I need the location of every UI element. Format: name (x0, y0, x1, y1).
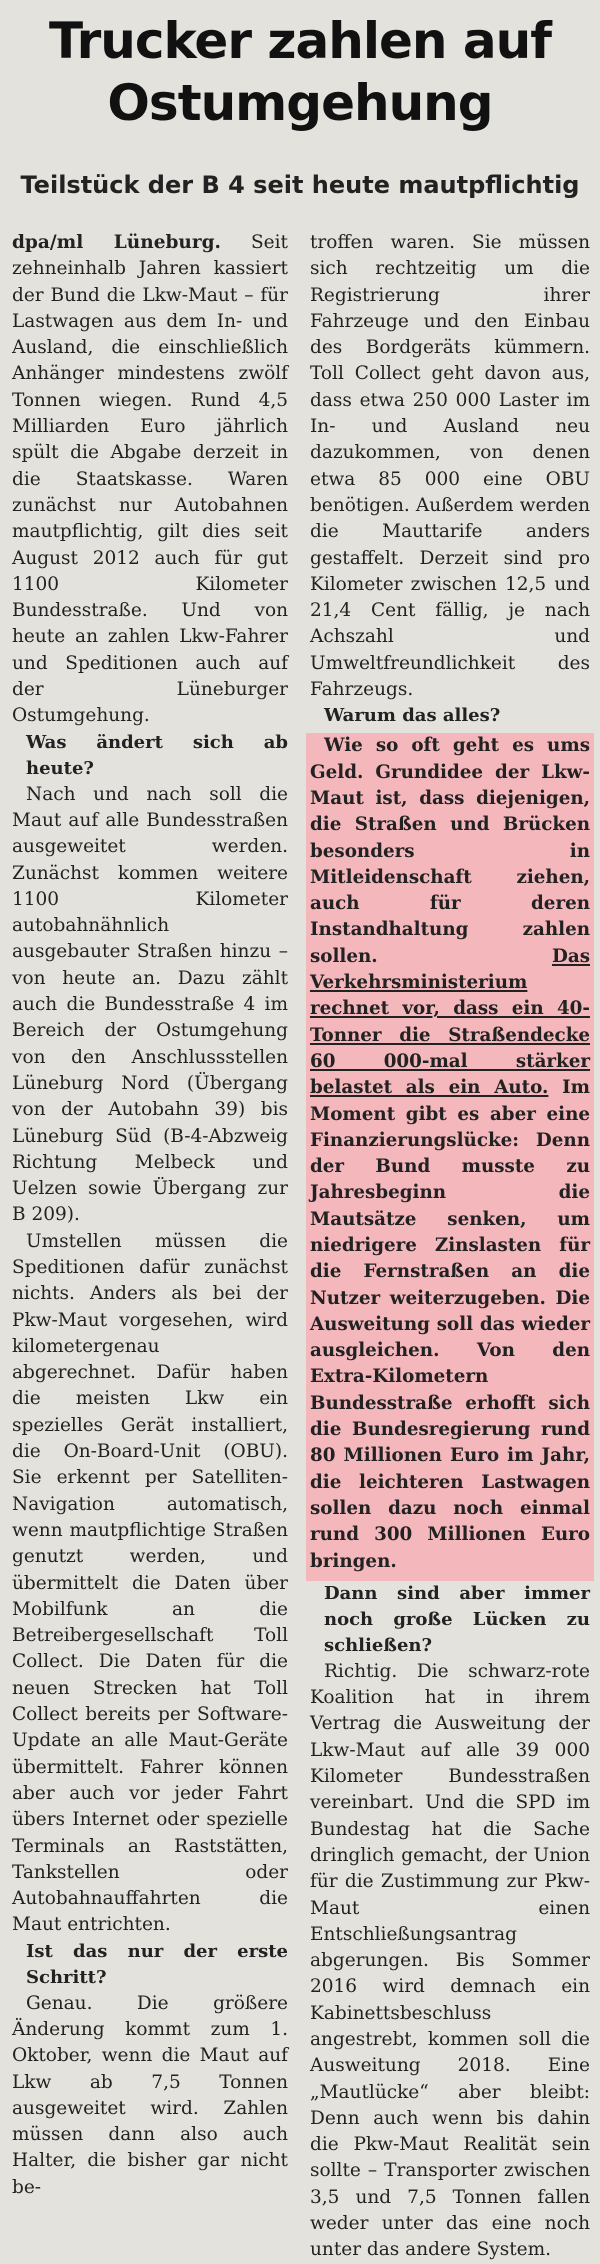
intro-text: Seit zehneinhalb Jahren kassiert der Bund die Lkw-Maut – für Lastwagen aus dem In- und Ausland, die einschließlich Anhänger mindestens zwölf Tonnen wiegen. Rund 4,5 Milliarden Euro jährlich spült die Abgabe derzeit in die Staatskasse. Waren zunächst nur Autobahnen mautpflichtig, gilt dies seit August 2012 auch für gut 1100 Kilometer Bundesstraße. Und von heute an zahlen Lkw-Fahrer und Speditionen auch auf der Lüneburger Ostumgehung. (12, 232, 288, 727)
headline: Trucker zahlen auf Ostumgehung (49, 12, 551, 132)
underlined-sentence: Das Verkehrsministerium rechnet vor, dass ein 40-Tonner die Straßendecke 60 000-mal stärker belastet als ein Auto. (310, 945, 590, 1099)
column-left (12, 230, 288, 2201)
paragraph: Umstellen müssen die Speditionen dafür zunächst nichts. Anders als bei der Pkw-Maut vorgesehen, wird kilometergenau abgerechnet. Dafür haben die meisten Lkw ein spezielles Gerät installiert, die On-Board-Unit (OBU). Sie erkennt per Satelliten-Navigation automatisch, wenn mautpflichtige Straßen genutzt werden, und übermittelt die Daten über Mobilfunk an die Betreibergesellschaft Toll Collect. Die Daten für die neuen Strecken hat Toll Collect bereits per Software-Update an alle Maut-Geräte übermittelt. Fahrer können aber auch vor jeder Fahrt übers Internet oder spezielle Terminals an Raststätten, Tankstellen oder Autobahnauffahrten die Maut entrichten. (12, 1230, 288, 1936)
question-heading-3: Warum das alles? (324, 705, 501, 727)
highlight-text-b: Im Moment gibt es aber eine Finanzierungslücke: Denn der Bund musste zu Jahresbeginn die Mautsätze senken, um niedrigere Zinslasten für die Fernstraßen an die Nutzer weiterzugeben. Die Ausweitung soll das wieder ausgleichen. Von den Extra-Kilometern Bundesstraße erhofft sich die Bundesregierung rund 80 Millionen Euro im Jahr, die leichteren Lastwagen sollen dazu noch einmal rund 300 Millionen Euro bringen. (310, 1077, 590, 1572)
highlight-text-a: Wie so oft geht es ums Geld. Grundidee der Lkw-Maut ist, dass diejenigen, die Straßen und Brücken besonders in Mitleidenschaft ziehen, auch für deren Instandhaltung zahlen sollen. (310, 735, 590, 967)
highlighted-passage (306, 733, 594, 1581)
paragraph: troffen waren. Sie müssen sich rechtzeitig um die Registrierung ihrer Fahrzeuge und den Einbau des Bordgeräts kümmern. Toll Collect geht davon aus, dass etwa 250 000 Laster im In- und Ausland neu dazukommen, von denen etwa 85 000 eine OBU benötigen. Außerdem werden die Mauttarife anders gestaffelt. Derzeit sind pro Kilometer zwischen 12,5 und 21,4 Cent fällig, je nach Achszahl und Umweltfreundlichkeit des Fahrzeugs. (310, 232, 590, 701)
paragraph: Nach und nach soll die Maut auf alle Bundesstraßen ausgeweitet werden. Zunächst kommen weitere 1100 Kilometer autobahnähnlich ausgebauter Straßen hinzu – von heute an. Dazu zählt auch die Bundesstraße 4 im Bereich der Ostumgehung von den Anschlussstellen Lüneburg Nord (Übergang von der Autobahn 39) bis Lüneburg Süd (B-4-Abzweig Richtung Melbeck und Uelzen sowie Übergang zur B 209). (12, 783, 288, 1226)
question-heading-1: Was ändert sich ab heute? (26, 731, 288, 779)
column-right (310, 230, 590, 2264)
paragraph: Genau. Die größere Änderung kommt zum 1. Oktober, wenn die Maut auf Lkw ab 7,5 Tonnen ausgeweitet wird. Zahlen müssen dann also auch Halter, die bisher gar nicht be- (12, 1992, 288, 2198)
intro-paragraph (12, 230, 288, 730)
paragraph: Richtig. Die schwarz-rote Koalition hat in ihrem Vertrag die Ausweitung der Lkw-Maut auf alle 39 000 Kilometer Bundesstraßen vereinbart. Und die SPD im Bundestag hat die Sache dringlich gemacht, der Union für die Zustimmung zur Pkw-Maut einen Entschließungsantrag abgerungen. Bis Sommer 2016 wird demnach ein Kabinettsbeschluss angestrebt, kommen soll die Ausweitung 2018. Eine „Mautlücke“ aber bleibt: Denn auch wenn bis dahin die Pkw-Maut Realität sein sollte – Transporter zwischen 3,5 und 7,5 Tonnen fallen weder unter das eine noch unter das andere System. (310, 1660, 590, 2261)
subheadline: Teilstück der B 4 seit heute mautpflichtig (20, 171, 580, 199)
question-heading-2: Ist das nur der erste Schritt? (26, 1940, 288, 1988)
highlighted-paragraph (310, 733, 590, 1575)
question-heading-4: Dann sind aber immer noch große Lücken zu schließen? (324, 1582, 590, 1656)
dateline: dpa/ml Lüneburg. (12, 232, 221, 253)
